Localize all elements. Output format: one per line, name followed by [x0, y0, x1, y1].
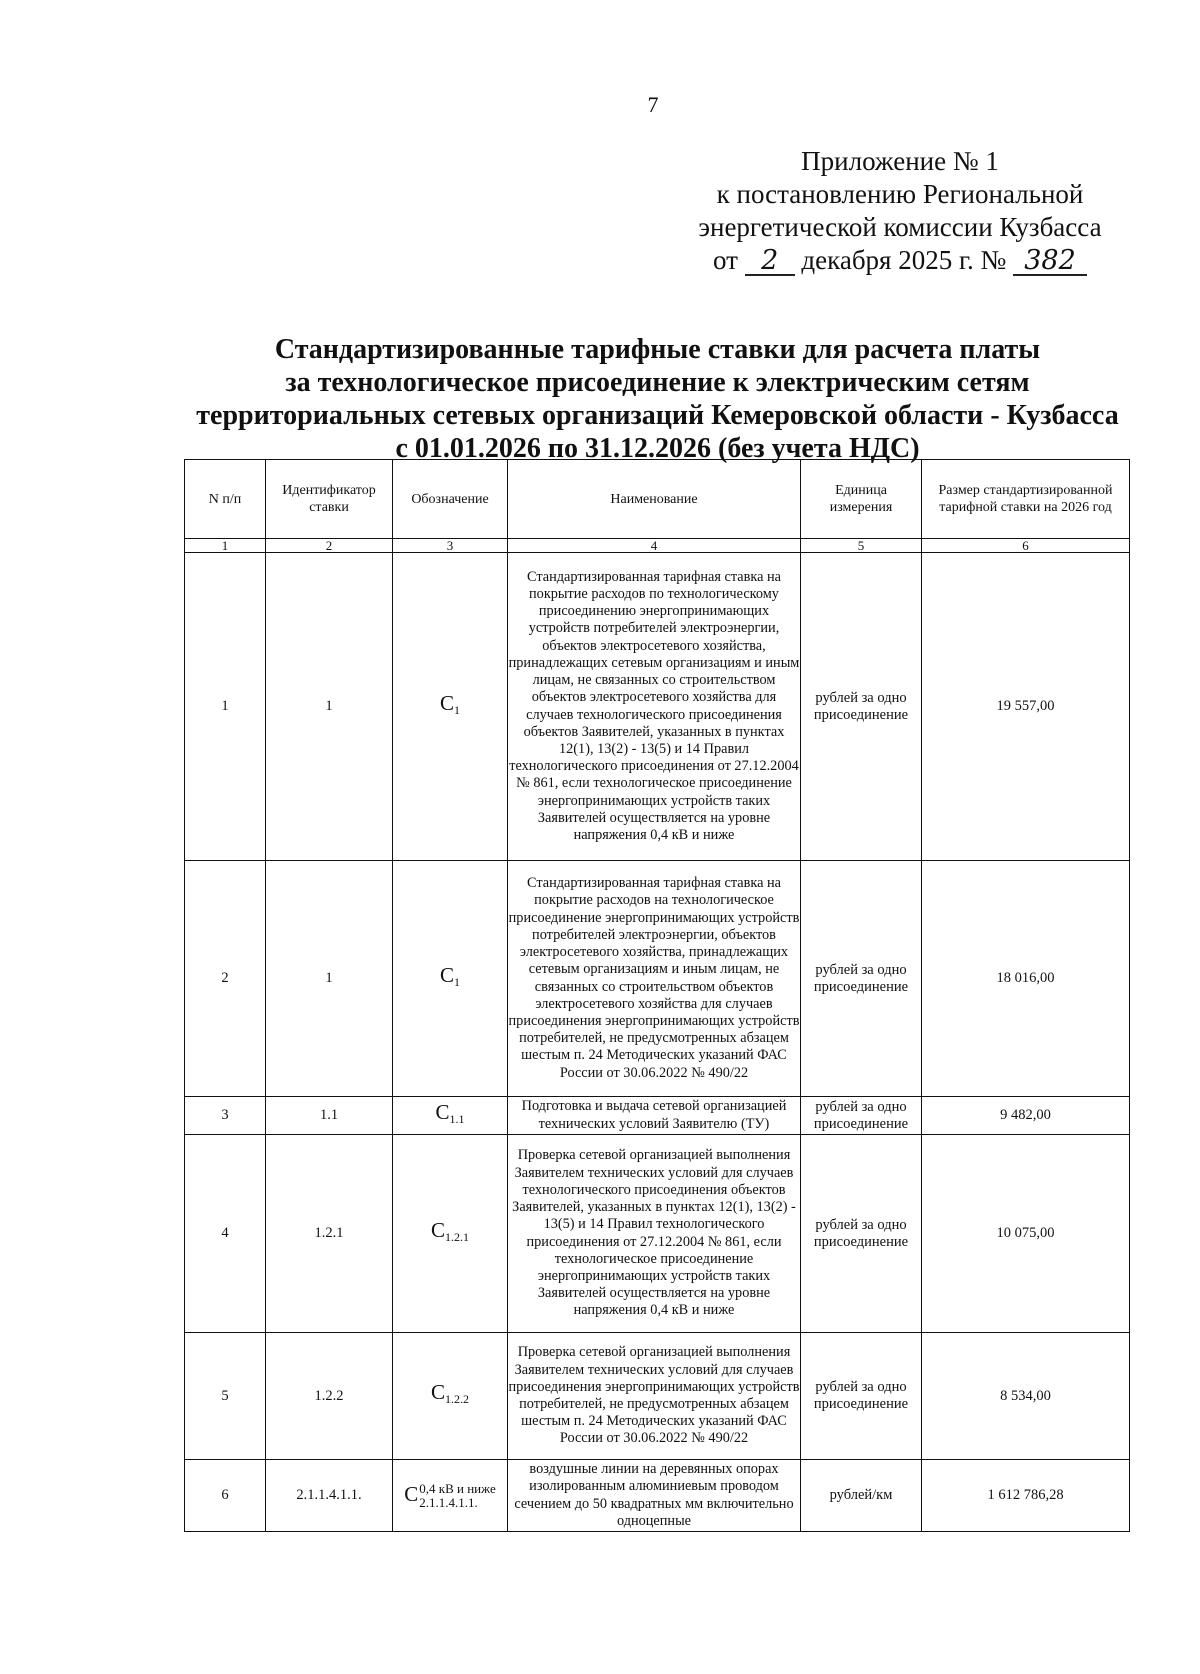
cell-n: 5	[185, 1333, 266, 1460]
cell-value: 19 557,00	[922, 553, 1130, 861]
cell-name: Проверка сетевой организацией выполнения Заявителем технических условий для случаев присоединения энергопринимающих устройств потребителей, не предусмотренных абзацем шестым п. 24 Методических указаний ФАС России от 30.06.2022 № 490/22	[508, 1333, 801, 1460]
page-number: 7	[647, 92, 659, 117]
cell-symbol	[393, 1135, 508, 1333]
cell-symbol	[393, 1333, 508, 1460]
cell-name: Стандартизированная тарифная ставка на покрытие расходов на технологическое присоединение энергопринимающих устройств потребителей электроэнергии, объектов электросетевого хозяйства, принадлежащих сетевым организациям и иным лицам, не связанных со строительством объектов электросетевого хозяйства для случаев присоединения энергопринимающих устройств потребителей, не предусмотренных абзацем шестым п. 24 Методических указаний ФАС России от 30.06.2022 № 490/22	[508, 861, 801, 1097]
cell-unit: рублей за одно присоединение	[801, 553, 922, 861]
column-number: 6	[922, 539, 1130, 553]
header-unit: Единица измерения	[801, 460, 922, 539]
cell-n: 2	[185, 861, 266, 1097]
column-number: 2	[266, 539, 393, 553]
cell-id: 2.1.1.4.1.1.	[266, 1460, 393, 1532]
header-name: Наименование	[508, 460, 801, 539]
cell-symbol	[393, 1097, 508, 1135]
cell-id: 1	[266, 553, 393, 861]
column-number: 1	[185, 539, 266, 553]
symbol-subscript: 1.2.2	[445, 1392, 469, 1406]
table-header-row	[185, 460, 1130, 539]
symbol-letter: C	[435, 1099, 450, 1124]
cell-value: 10 075,00	[922, 1135, 1130, 1333]
cell-name: Подготовка и выдача сетевой организацией технических условий Заявителю (ТУ)	[508, 1097, 801, 1135]
table-row	[185, 553, 1130, 861]
symbol-subscript: 1	[454, 702, 460, 717]
cell-id: 1.1	[266, 1097, 393, 1135]
table-row	[185, 1135, 1130, 1333]
cell-id: 1	[266, 861, 393, 1097]
column-number: 4	[508, 539, 801, 553]
cell-n: 3	[185, 1097, 266, 1135]
tariff-table	[184, 459, 1130, 1532]
symbol-letter: C	[404, 1481, 419, 1506]
symbol-subscript: 1.2.1	[445, 1229, 469, 1244]
table-row	[185, 1097, 1130, 1135]
column-number: 3	[393, 539, 508, 553]
symbol-letter: C	[439, 962, 454, 987]
handwritten-number: 382	[1013, 248, 1087, 276]
annex-date-line	[690, 244, 1110, 277]
title-line-2: за технологическое присоединение к электрическим сетям	[285, 367, 1030, 398]
cell-n: 4	[185, 1135, 266, 1333]
title-line-4: с 01.01.2026 по 31.12.2026 (без учета НДС)	[395, 433, 920, 464]
annex-date-rest: декабря 2025 г. №	[801, 245, 1007, 275]
handwritten-day: 2	[745, 248, 795, 276]
cell-name: Стандартизированная тарифная ставка на покрытие расходов по технологическому присоединению энергопринимающих устройств потребителей электроэнергии, объектов электросетевого хозяйства, принадлежащих сетевым организациям и иным лицам, не связанных со строительством объектов электросетевого хозяйства для случаев технологического присоединения объектов Заявителей, указанных в пунктах 12(1), 13(2) - 13(5) и 14 Правил технологического присоединения от 27.12.2004 № 861, если технологическое присоединение энергопринимающих устройств таких Заявителей осуществляется на уровне напряжения 0,4 кВ и ниже	[508, 553, 801, 861]
cell-unit: рублей за одно присоединение	[801, 861, 922, 1097]
cell-unit: рублей за одно присоединение	[801, 1097, 922, 1135]
symbol-letter: C	[430, 1380, 445, 1404]
column-number: 5	[801, 539, 922, 553]
cell-unit: рублей/км	[801, 1460, 922, 1532]
title-line-3: территориальных сетевых организаций Кемеровской области - Кузбасса	[196, 400, 1119, 431]
cell-value: 9 482,00	[922, 1097, 1130, 1135]
cell-value: 18 016,00	[922, 861, 1130, 1097]
symbol-index-stack	[419, 1482, 495, 1510]
column-number-row	[185, 539, 1130, 553]
symbol-subscript: 2.1.1.4.1.1.	[419, 1494, 478, 1510]
cell-unit: рублей за одно присоединение	[801, 1135, 922, 1333]
cell-id: 1.2.1	[266, 1135, 393, 1333]
cell-id: 1.2.2	[266, 1333, 393, 1460]
cell-value: 1 612 786,28	[922, 1460, 1130, 1532]
symbol-letter: C	[439, 690, 454, 715]
symbol-subscript: 1.1	[449, 1111, 465, 1126]
annex-header	[690, 145, 1110, 277]
cell-name: воздушные линии на деревянных опорах изолированным алюминиевым проводом сечением до 50 квадратных мм включительно одноцепные	[508, 1460, 801, 1532]
symbol-superscript: 0,4 кВ и ниже	[419, 1480, 496, 1496]
header-n: N п/п	[185, 460, 266, 539]
title-line-1: Стандартизированные тарифные ставки для расчета платы	[274, 334, 1041, 365]
cell-unit: рублей за одно присоединение	[801, 1333, 922, 1460]
annex-from-prefix: от	[712, 245, 738, 275]
annex-line-1: Приложение № 1	[801, 146, 999, 176]
header-id: Идентификатор ставки	[266, 460, 393, 539]
cell-n: 1	[185, 553, 266, 861]
cell-symbol	[393, 861, 508, 1097]
cell-symbol	[393, 1460, 508, 1532]
cell-value: 8 534,00	[922, 1333, 1130, 1460]
table-row	[185, 861, 1130, 1097]
document-title	[180, 333, 1135, 465]
cell-name: Проверка сетевой организацией выполнения Заявителем технических условий для случаев технологического присоединения объектов Заявителей, указанных в пунктах 12(1), 13(2) - 13(5) и 14 Правил технологического присоединения от 27.12.2004 № 861, если технологическое присоединение энергопринимающих устройств таких Заявителей осуществляется на уровне напряжения 0,4 кВ и ниже	[508, 1135, 801, 1333]
cell-symbol	[393, 553, 508, 861]
header-symbol: Обозначение	[393, 460, 508, 539]
cell-n: 6	[185, 1460, 266, 1532]
table-row	[185, 1333, 1130, 1460]
header-value: Размер стандартизированной тарифной ставки на 2026 год	[922, 460, 1130, 539]
annex-line-2: к постановлению Региональной	[716, 179, 1084, 209]
symbol-subscript: 1	[454, 974, 460, 989]
table-row	[185, 1460, 1130, 1532]
symbol-letter: C	[430, 1217, 445, 1242]
annex-line-3: энергетической комиссии Кузбасса	[698, 212, 1102, 242]
